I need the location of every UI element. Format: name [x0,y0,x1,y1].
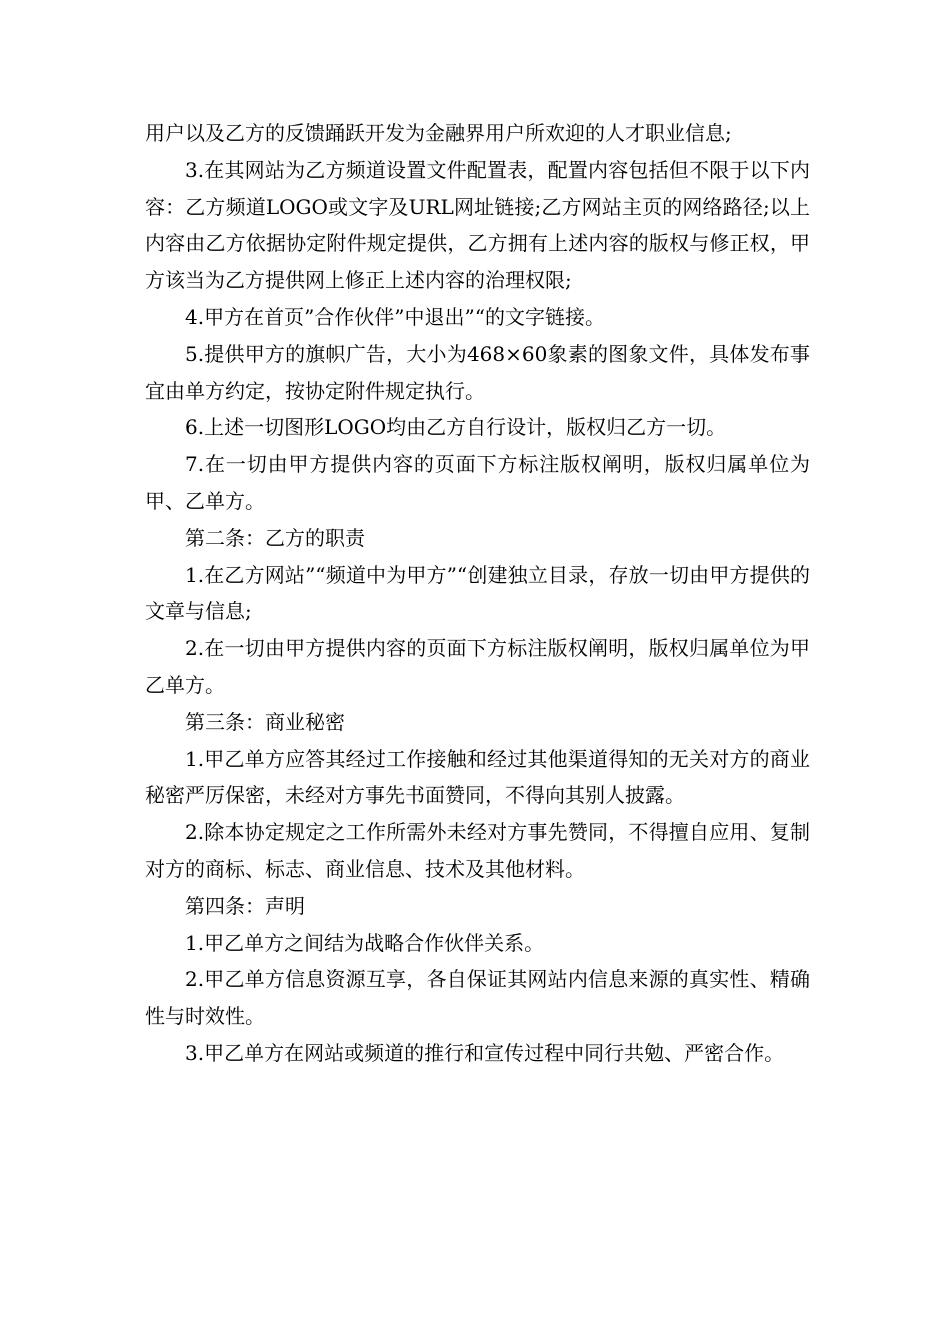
paragraph-clause-1-7: 7.在一切由甲方提供内容的页面下方标注版权阐明，版权归属单位为甲、乙单方。 [145,452,810,513]
paragraph-clause-3-2: 2.除本协定规定之工作所需外未经对方事先赞同，不得擅自应用、复制对方的商标、标志、商业信息、技术及其他材料。 [145,820,810,881]
section-heading-4: 第四条：声明 [185,893,305,918]
section-heading-2: 第二条：乙方的职责 [185,525,365,550]
paragraph-clause-4-1: 1.甲乙单方之间结为战略合作伙伴关系。 [185,930,545,955]
paragraph-clause-3-1: 1.甲乙单方应答其经过工作接触和经过其他渠道得知的无关对方的商业秘密严厉保密，未经对方事先书面赞同，不得向其别人披露。 [145,746,810,808]
paragraph-clause-2-2: 2.在一切由甲方提供内容的页面下方标注版权阐明，版权归属单位为甲乙单方。 [145,636,810,697]
paragraph-continued: 用户以及乙方的反馈踊跃开发为金融界用户所欢迎的人才职业信息; [145,121,732,145]
paragraph-clause-1-5: 5.提供甲方的旗帜广告，大小为468×60象素的图象文件，具体发布事宜由单方约定，按协定附件规定执行。 [145,341,810,403]
paragraph-clause-1-6: 6.上述一切图形LOGO均由乙方自行设计，版权归乙方一切。 [185,415,727,440]
paragraph-clause-4-2: 2.甲乙单方信息资源互享，各自保证其网站内信息来源的真实性、精确性与时效性。 [145,967,810,1029]
paragraph-clause-4-3: 3.甲乙单方在网站或频道的推行和宣传过程中同行共勉、严密合作。 [185,1040,785,1065]
paragraph-clause-2-1: 1.在乙方网站”“频道中为甲方”“创建独立目录，存放一切由甲方提供的文章与信息; [145,562,810,624]
paragraph-clause-1-4: 4.甲方在首页”合作伙伴”中退出”“的文字链接。 [185,304,605,329]
section-heading-3: 第三条：商业秘密 [185,709,345,734]
paragraph-clause-1-3: 3.在其网站为乙方频道设置文件配置表，配置内容包括但不限于以下内容：乙方频道LOGO或文字及URL网址链接;乙方网站主页的网络路径;以上内容由乙方依据协定附件规定提供，乙方拥有上述内容的版权与修正权，甲方该当为乙方提供网上修正上述内容的治理权限; [145,157,810,293]
document-page [145,115,810,1072]
